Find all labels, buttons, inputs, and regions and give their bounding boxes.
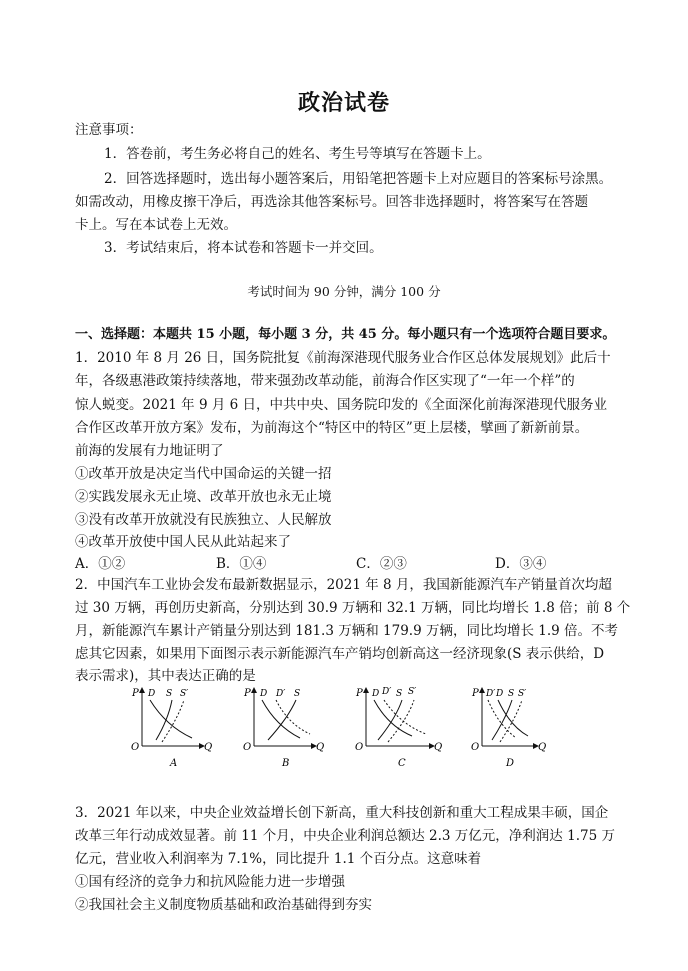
graph-a-q-label: Q xyxy=(204,742,213,753)
graph-b-caption: B xyxy=(282,758,290,768)
graph-d-caption: D xyxy=(506,758,515,768)
q1-line-4: 合作区改革开放方案》发布，为前海这个“特区中的特区”更上层楼，擘画了新新前景。 xyxy=(75,420,589,436)
page-title: 政治试卷 xyxy=(297,90,390,116)
graph-c-q-label: Q xyxy=(434,742,443,753)
graph-b-p-label: P xyxy=(244,688,251,699)
q2-line-3: 月，新能源汽车累计产销量分别达到 181.3 万辆和 179.9 万辆，同比均增长 1.9 倍。不考 xyxy=(75,623,619,639)
q1-line-1: 1．2010 年 8 月 26 日，国务院批复《前海深港现代服务业合作区总体发展规划》此后十 xyxy=(75,350,611,366)
q2-line-4: 虑其它因素，如果用下面图示表示新能源汽车产销均创新高这一经济现象(S 表示供给，D xyxy=(75,646,605,662)
notice-heading: 注意事项： xyxy=(75,122,143,138)
q1-line-2: 年，各级惠港政策持续落地，带来强劲改革动能，前海合作区实现了“一年一个样”的 xyxy=(75,373,575,389)
q1-statement-1: ①改革开放是决定当代中国命运的关键一招 xyxy=(75,466,332,482)
graph-b xyxy=(243,688,324,768)
supply-demand-graphs xyxy=(126,684,546,768)
q1-statement-4: ④改革开放使中国人民从此站起来了 xyxy=(75,534,291,550)
graph-a-sp-label: S′ xyxy=(180,689,189,699)
graph-b-q-label: Q xyxy=(316,742,325,753)
q3-statement-2: ②我国社会主义制度物质基础和政治基础得到夯实 xyxy=(75,897,372,913)
q3-line-3: 亿元，营业收入利润率为 7.1%，同比提升 1.1 个百分点。这意味着 xyxy=(75,851,482,867)
graph-d-d-label: D xyxy=(496,689,504,699)
q1-option-d: D．③④ xyxy=(495,556,547,572)
graph-c-dp-label: D′ xyxy=(382,687,392,697)
q1-statement-3: ③没有改革开放就没有民族独立、人民解放 xyxy=(75,512,332,528)
graph-b-dp-label: D′ xyxy=(276,689,286,699)
notice-item-3: 3．考试结束后，将本试卷和答题卡一并交回。 xyxy=(104,240,383,256)
q1-statement-2: ②实践发展永无止境、改革开放也永无止境 xyxy=(75,489,332,505)
graph-c-p-label: P xyxy=(356,688,363,699)
q1-line-5: 前海的发展有力地证明了 xyxy=(75,443,224,459)
q1-option-b: B．①④ xyxy=(216,556,267,572)
graph-a-d-label: D xyxy=(148,689,156,699)
graph-c xyxy=(355,687,442,768)
graph-d-q-label: Q xyxy=(538,742,546,753)
q3-line-1: 3．2021 年以来，中央企业效益增长创下新高，重大科技创新和重大工程成果丰硕，国企 xyxy=(75,805,609,821)
q3-statement-1: ①国有经济的竞争力和抗风险能力进一步增强 xyxy=(75,874,345,890)
q2-line-1: 2．中国汽车工业协会发布最新数据显示，2021 年 8 月，我国新能源汽车产销量首次均超 xyxy=(75,577,612,593)
q1-option-c: C．②③ xyxy=(356,556,407,572)
graph-a xyxy=(131,688,212,768)
q2-line-5: 表示需求)，其中表达正确的是 xyxy=(75,668,256,684)
graph-a-o-label: O xyxy=(131,742,140,753)
graph-d-o-label: O xyxy=(471,742,480,753)
notice-item-2-line-3: 卡上。写在本试卷上无效。 xyxy=(75,217,237,233)
graph-a-caption: A xyxy=(170,758,178,768)
graph-c-d-label: D xyxy=(372,689,380,699)
graph-c-sp-label: S′ xyxy=(408,687,417,697)
graph-a-s-label: S xyxy=(166,689,173,699)
q3-line-2: 改革三年行动成效显著。前 11 个月，中央企业利润总额达 2.3 万亿元，净利润达 1.75 万 xyxy=(75,828,615,844)
graph-b-o-label: O xyxy=(243,742,252,753)
graph-a-p-label: P xyxy=(132,688,139,699)
graph-d xyxy=(471,688,546,768)
graph-c-s-label: S xyxy=(396,689,403,699)
graph-b-d-label: D xyxy=(260,689,268,699)
graph-b-s-label: S xyxy=(294,689,301,699)
graph-d-p-label: P xyxy=(472,688,479,699)
exam-info: 考试时间为 90 分钟，满分 100 分 xyxy=(247,284,441,299)
graph-d-s-label: S xyxy=(508,689,515,699)
graph-d-sp-label: S′ xyxy=(518,689,527,699)
section-1-heading: 一、选择题：本题共 15 小题，每小题 3 分，共 45 分。每小题只有一个选项符合题目要求。 xyxy=(75,327,616,342)
q2-line-2: 过 30 万辆，再创历史新高，分别达到 30.9 万辆和 32.1 万辆，同比均增长 1.8 倍；前 8 个 xyxy=(75,600,631,616)
graph-c-o-label: O xyxy=(355,742,364,753)
graph-c-caption: C xyxy=(398,758,406,768)
notice-item-2-line-2: 如需改动，用橡皮擦干净后，再选涂其他答案标号。回答非选择题时，将答案写在答题 xyxy=(75,194,588,210)
q1-option-a: A．①② xyxy=(75,556,126,572)
notice-item-2-line-1: 2．回答选择题时，选出每小题答案后，用铅笔把答题卡上对应题目的答案标号涂黑。 xyxy=(104,171,613,187)
graph-d-dp-label: D′ xyxy=(486,689,496,699)
notice-item-1: 1．答卷前，考生务必将自己的姓名、考生号等填写在答题卡上。 xyxy=(104,146,491,162)
q1-line-3: 惊人蜕变。2021 年 9 月 6 日，中共中央、国务院印发的《全面深化前海深港现代服务业 xyxy=(75,397,607,413)
